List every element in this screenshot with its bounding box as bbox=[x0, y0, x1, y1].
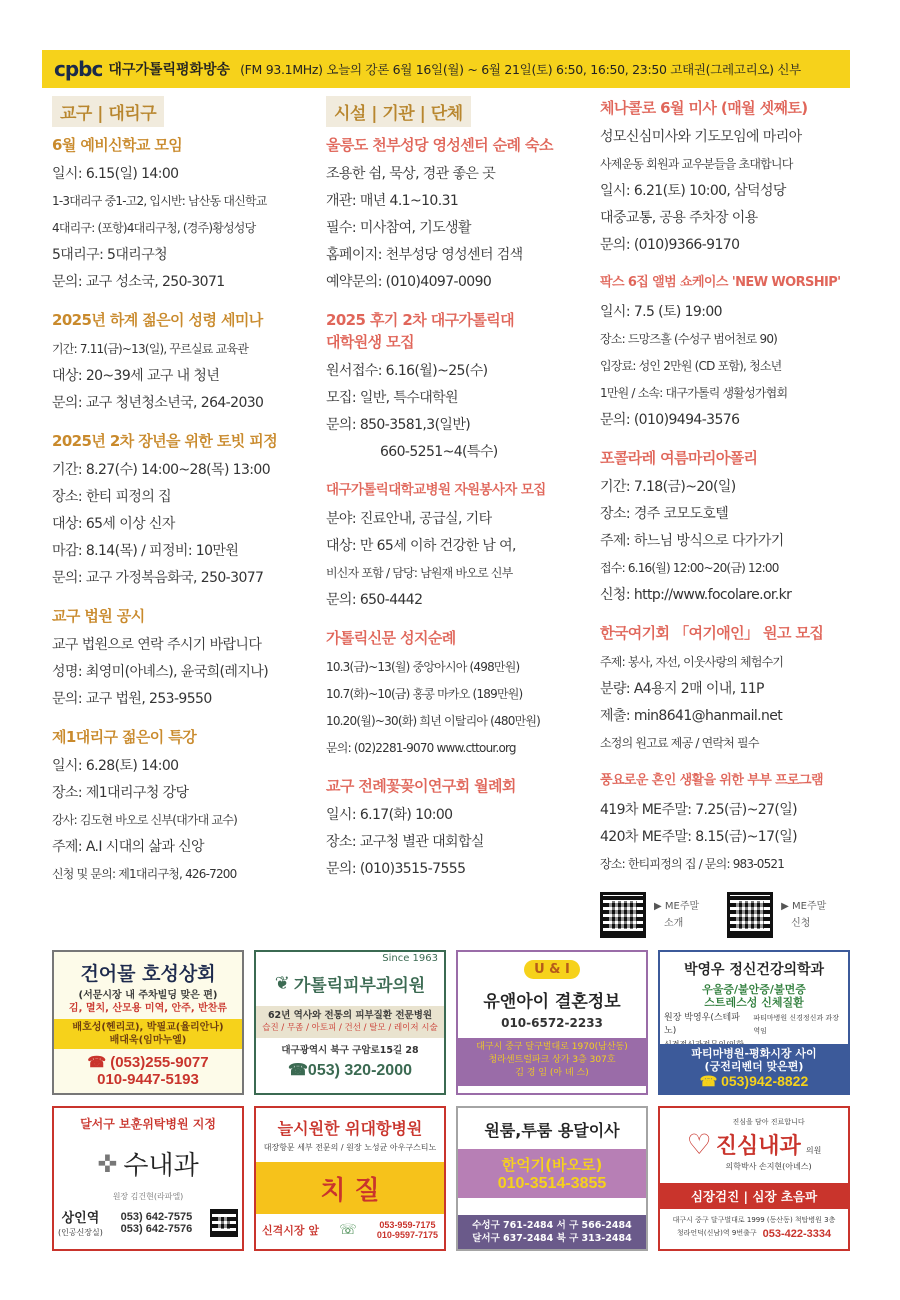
ad-contact-row bbox=[660, 1227, 848, 1240]
notice-line: 강사: 김도현 바오로 신부(대가대 교수) bbox=[52, 813, 237, 827]
ad-doctor: 원장 김건현(라파엘) bbox=[112, 1192, 184, 1201]
ad-services: 심장검진 | 심장 초음파 bbox=[660, 1183, 848, 1209]
leaf-icon: ❦ bbox=[274, 973, 290, 994]
ad-address: 대구시 중구 달구벌대로 1970(남산동) bbox=[476, 1042, 628, 1052]
ad-contact-row bbox=[256, 1214, 444, 1246]
ad-title-row bbox=[660, 1116, 848, 1173]
notice-line: 10.7(화)~10(금) 홍콩 마카오 (189만원) bbox=[326, 687, 523, 701]
ad-title: 건어물 호성상회 bbox=[80, 963, 216, 985]
notice-title: 2025년 2차 장년을 위한 토빗 피정 bbox=[52, 432, 278, 450]
notice-line: 개관: 매년 4.1~10.31 bbox=[326, 193, 459, 209]
ad-park-psychiatry bbox=[658, 950, 850, 1095]
notice-item bbox=[600, 273, 855, 434]
ad-top: 진심을 담아 진료합니다 bbox=[732, 1118, 805, 1126]
notice-item bbox=[600, 771, 855, 878]
notice-line: 사제운동 회원과 교우분들을 초대합니다 bbox=[600, 157, 793, 171]
notice-line: 5대리구: 5대리구청 bbox=[52, 247, 168, 263]
notice-title: 교구 법원 공시 bbox=[52, 607, 145, 625]
notice-line: 신청 및 문의: 제1대리구청, 426-7200 bbox=[52, 867, 237, 881]
notice-line: 신청: http://www.focolare.or.kr bbox=[600, 587, 792, 603]
notice-title: 포콜라레 여름마리아폴리 bbox=[600, 449, 758, 467]
notice-line: 1-3대리구 중1-고2, 입시반: 남산동 대신학교 bbox=[52, 194, 267, 208]
notice-line: 420차 ME주말: 8.15(금)~17(일) bbox=[600, 829, 798, 845]
notice-item bbox=[52, 727, 307, 888]
qr-label bbox=[781, 898, 826, 932]
ad-title: 수내과 bbox=[123, 1151, 199, 1181]
notice-line: 장소: 제1대리구청 강당 bbox=[52, 785, 189, 801]
notice-item bbox=[600, 623, 855, 757]
ad-jinsim-clinic bbox=[658, 1106, 850, 1251]
notice-line: 419차 ME주말: 7.25(금)~27(일) bbox=[600, 802, 798, 818]
ad-title: 진심내과 bbox=[715, 1134, 801, 1159]
notice-line: 소정의 원고료 제공 / 연락처 필수 bbox=[600, 736, 759, 750]
notice-line: 문의: (010)9366-9170 bbox=[600, 237, 740, 253]
notice-line: 문의: 교구 가정복음화국, 250-3077 bbox=[52, 570, 264, 586]
ad-phone: 010-9597-7175 bbox=[376, 1230, 438, 1240]
notice-item bbox=[326, 310, 584, 466]
ad-phone: 010-3514-3855 bbox=[497, 1175, 607, 1192]
qr-label-line: 신청 bbox=[791, 918, 811, 929]
notice-item bbox=[326, 135, 584, 296]
ad-title-block bbox=[716, 1116, 822, 1173]
ad-uni-wedding bbox=[456, 950, 648, 1095]
ad-phones bbox=[377, 1220, 438, 1240]
notice-line: 장소: 한티 피정의 집 bbox=[52, 489, 172, 505]
notice-line: 일시: 6.17(화) 10:00 bbox=[326, 807, 453, 823]
ad-dept-box bbox=[256, 1162, 444, 1214]
ad-since: Since 1963 bbox=[382, 953, 438, 964]
notice-line: 대중교통, 공용 주차장 이용 bbox=[600, 210, 758, 226]
notice-line: 성모신심미사와 기도모임에 마리아 bbox=[600, 129, 802, 145]
ad-owner-box bbox=[54, 1019, 242, 1049]
notice-line: 문의: 850-3581,3(일반) bbox=[326, 417, 471, 433]
ad-location: 신격시장 앞 bbox=[262, 1224, 319, 1237]
ad-logo: U & I bbox=[524, 960, 580, 979]
column-diocese bbox=[52, 96, 307, 902]
phone-icon: ☏ bbox=[339, 1222, 357, 1238]
ad-title: 원룸,투룸 용달이사 bbox=[484, 1121, 620, 1140]
section-header-diocese: 교구 | 대리구 bbox=[52, 96, 164, 127]
ad-person bbox=[58, 1207, 103, 1239]
notice-title: 한국여기회 「여기애인」 원고 모집 bbox=[600, 624, 824, 642]
notice-line: 문의: 교구 법원, 253-9550 bbox=[52, 691, 212, 707]
ad-title: 박영우 정신건강의학과 bbox=[683, 962, 825, 978]
notice-item bbox=[326, 480, 584, 614]
section-header-facilities: 시설 | 기관 | 단체 bbox=[326, 96, 471, 127]
notice-line: 접수: 6.16(월) 12:00~20(금) 12:00 bbox=[600, 561, 779, 575]
notice-title: 교구 전례꽃꽂이연구회 월례회 bbox=[326, 777, 516, 795]
notice-line: 필수: 미사참여, 기도생활 bbox=[326, 220, 471, 236]
ad-address: 대구광역시 북구 구암로15길 28 bbox=[281, 1045, 419, 1056]
ad-title-suffix: 의원 bbox=[805, 1146, 822, 1155]
ad-moving bbox=[456, 1106, 648, 1251]
ad-doctor: 의학박사 손지현(아녜스) bbox=[725, 1162, 812, 1171]
notice-line: 홈페이지: 천부성당 영성센터 검색 bbox=[326, 247, 523, 263]
notice-line: 문의: (02)2281-9070 www.cttour.org bbox=[326, 741, 516, 755]
notice-item bbox=[52, 606, 307, 713]
notice-title: 6월 예비신학교 모임 bbox=[52, 136, 183, 154]
notice-line: 10.20(월)~30(화) 희년 이탈리아 (480만원) bbox=[326, 714, 541, 728]
ad-regions-box bbox=[458, 1215, 646, 1249]
ad-phones bbox=[121, 1211, 193, 1235]
ad-address: 대구시 중구 달구벌대로 1999 (동산동) 척탑병원 3층 bbox=[672, 1216, 836, 1224]
column-facilities bbox=[326, 96, 584, 897]
ad-phone: 010-9447-5193 bbox=[97, 1071, 199, 1088]
notice-title: 제1대리구 젊은이 특강 bbox=[52, 728, 197, 746]
notice-line: 마감: 8.14(목) / 피정비: 10만원 bbox=[52, 543, 239, 559]
ad-address: 청라언덕(신남)역 9번출구 bbox=[676, 1229, 757, 1237]
ad-title-line bbox=[716, 1129, 822, 1160]
ad-person: 한억기(바오로) bbox=[501, 1156, 603, 1174]
ad-phone: 010-6572-2233 bbox=[501, 1016, 603, 1030]
ad-career: 파티마병원 신경정신과 과장 역임 bbox=[753, 1014, 839, 1035]
notice-line: 주제: A.I 시대의 삶과 신앙 bbox=[52, 839, 204, 855]
notice-line: 장소: 경주 코모도호텔 bbox=[600, 506, 729, 522]
ad-person-name: 상인역 bbox=[61, 1211, 100, 1226]
ad-location: 파티마병원-평화시장 사이 bbox=[691, 1047, 817, 1060]
ad-phone: 053) 642-7575 bbox=[120, 1211, 193, 1223]
notice-line: 문의: (010)9494-3576 bbox=[600, 412, 740, 428]
notice-item bbox=[52, 310, 307, 417]
ad-widaehang-hospital bbox=[254, 1106, 446, 1251]
qr-code-icon[interactable] bbox=[210, 1209, 238, 1237]
notice-line: 조용한 쉼, 묵상, 경관 좋은 곳 bbox=[326, 166, 496, 182]
notice-line: 교구 법원으로 연락 주시기 바랍니다 bbox=[52, 637, 262, 653]
ad-title: 늘시원한 위대항병원 bbox=[277, 1119, 423, 1138]
notice-line: 장소: 한티피정의 집 / 문의: 983-0521 bbox=[600, 857, 785, 871]
ad-title: 유앤아이 결혼정보 bbox=[483, 992, 621, 1012]
notice-line: 예약문의: (010)4097-0090 bbox=[326, 274, 492, 290]
notice-title: 풍요로운 혼인 생활을 위한 부부 프로그램 bbox=[600, 773, 823, 788]
ad-subtitle: (서문시장 내 주차빌딩 맞은 편) bbox=[78, 990, 218, 1001]
ad-subtitle: 우울증/불안증/불면증 bbox=[702, 983, 806, 996]
notice-item bbox=[600, 448, 855, 609]
ad-phone: 053) 642-7576 bbox=[120, 1223, 193, 1235]
ad-person-box bbox=[458, 1149, 646, 1198]
qr-label-line: 소개 bbox=[664, 918, 684, 929]
ad-region: 수성구 761-2484 서 구 566-2484 bbox=[472, 1220, 632, 1231]
notice-item bbox=[600, 98, 855, 259]
ad-owner: 배대욱(임마누엘) bbox=[109, 1035, 187, 1046]
ad-person-dept: (인공신장실) bbox=[58, 1228, 103, 1237]
qr-label-line: ▶ ME주말 bbox=[781, 901, 827, 912]
ad-phone: 053-959-7175 bbox=[379, 1220, 436, 1230]
notice-title: 2025 후기 2차 대구가톨릭대 bbox=[326, 311, 515, 329]
notice-title-cont: 대학원생 모집 bbox=[326, 333, 414, 351]
notice-line: 주제: 하느님 방식으로 다가가기 bbox=[600, 533, 784, 549]
ad-goods: 김, 멸치, 산모용 미역, 안주, 반찬류 bbox=[68, 1003, 228, 1014]
station-name: 대구가톨릭평화방송 bbox=[108, 62, 231, 78]
notice-line: 모집: 일반, 특수대학원 bbox=[326, 390, 458, 406]
notice-line: 4대리구: (포항)4대리구청, (경주)황성성당 bbox=[52, 221, 256, 235]
ad-desc: 62년 역사와 전통의 피부질환 전문병원 bbox=[267, 1010, 433, 1021]
ad-phone: 053-422-3334 bbox=[762, 1227, 832, 1240]
ad-phone: ☎ 053)942-8822 bbox=[699, 1073, 809, 1089]
qr-label bbox=[654, 898, 699, 932]
notice-line: 기간: 8.27(수) 14:00~28(목) 13:00 bbox=[52, 462, 271, 478]
ad-desc: 습진 / 무좀 / 아토피 / 건선 / 탈모 / 레이저 시술 bbox=[262, 1023, 438, 1033]
cross-icon: ✜ bbox=[97, 1149, 118, 1178]
ad-title-row bbox=[256, 971, 444, 996]
ad-dept: 치 질 bbox=[320, 1175, 380, 1206]
notice-line: 기간: 7.11(금)~13(일), 꾸르실료 교육관 bbox=[52, 342, 248, 356]
ad-region: 달서구 637-2484 북 구 313-2484 bbox=[472, 1233, 632, 1244]
notice-title: 체나콜로 6월 미사 (매월 셋째토) bbox=[600, 99, 808, 117]
cpbc-logo: cpbc bbox=[54, 57, 103, 81]
qr-codes bbox=[600, 892, 855, 938]
notice-line: 문의: 650-4442 bbox=[326, 592, 423, 608]
notice-line: 대상: 20~39세 교구 내 청년 bbox=[52, 368, 220, 384]
notice-line: 일시: 6.21(토) 10:00, 삼덕성당 bbox=[600, 183, 786, 199]
notice-line: 1만원 / 소속: 대구가톨릭 생활성가협회 bbox=[600, 386, 788, 400]
notice-line: 비신자 포함 / 담당: 남원재 바오로 신부 bbox=[326, 566, 513, 580]
broadcast-banner bbox=[42, 50, 850, 88]
ad-director-name: 원장 박영우(스테파노) bbox=[664, 1013, 740, 1036]
notice-line: 장소: 교구청 별관 대회합실 bbox=[326, 834, 484, 850]
qr-code-icon[interactable] bbox=[727, 892, 773, 938]
notice-item bbox=[326, 776, 584, 883]
notice-title: 대구가톨릭대학교병원 자원봉사자 모집 bbox=[326, 482, 546, 498]
ad-address-box bbox=[458, 1038, 646, 1086]
ad-contact-row bbox=[54, 1203, 242, 1239]
ad-phone: ☎053) 320-2000 bbox=[287, 1062, 412, 1079]
ad-location-box bbox=[660, 1044, 848, 1093]
ad-title: 가톨릭피부과의원 bbox=[293, 976, 426, 996]
notice-line: 대상: 만 65세 이하 건강한 남 여, bbox=[326, 538, 516, 554]
ad-location: (궁전리벤더 맞은편) bbox=[704, 1060, 804, 1073]
notice-line: 입장료: 성인 2만원 (CD 포함), 청소년 bbox=[600, 359, 782, 373]
heart-icon: ♡ bbox=[686, 1127, 712, 1161]
column-events bbox=[600, 98, 855, 938]
notice-line: 일시: 6.28(토) 14:00 bbox=[52, 758, 179, 774]
ad-title-row bbox=[54, 1145, 242, 1182]
ad-catholic-derm bbox=[254, 950, 446, 1095]
ad-hoseong bbox=[52, 950, 244, 1095]
notice-title: 팍스 6집 앨범 쇼케이스 'NEW WORSHIP' bbox=[600, 275, 841, 290]
ad-subtitle: 스트레스성 신체질환 bbox=[704, 996, 804, 1009]
notice-title: 울릉도 천부성당 영성센터 순례 숙소 bbox=[326, 136, 553, 154]
notice-line: 문의: 교구 성소국, 250-3071 bbox=[52, 274, 225, 290]
ad-top: 달서구 보훈위탁병원 지정 bbox=[80, 1117, 216, 1131]
ad-address: 청라센트럴파크 상가 3층 307호 bbox=[488, 1055, 616, 1065]
notice-line: 10.3(금)~13(월) 중앙아시아 (498만원) bbox=[326, 660, 520, 674]
ad-owner: 김 경 임 (아 녜 스) bbox=[515, 1068, 589, 1078]
notice-line: 문의: 교구 청년청소년국, 264-2030 bbox=[52, 395, 264, 411]
ad-phone: ☎ (053)255-9077 bbox=[87, 1054, 209, 1071]
ad-desc-box bbox=[256, 1006, 444, 1038]
notice-line: 일시: 6.15(일) 14:00 bbox=[52, 166, 179, 182]
notice-item bbox=[52, 135, 307, 296]
notice-line: 성명: 최영미(아녜스), 윤국희(레지나) bbox=[52, 664, 269, 680]
notice-line: 장소: 드망즈홀 (수성구 범어천로 90) bbox=[600, 332, 778, 346]
notice-line: 문의: (010)3515-7555 bbox=[326, 861, 466, 877]
notice-title: 2025년 하계 젊은이 성령 세미나 bbox=[52, 311, 263, 329]
notice-line: 제출: min8641@hanmail.net bbox=[600, 708, 783, 724]
notice-line: 660-5251~4(특수) bbox=[380, 444, 498, 460]
notice-line: 분야: 진료안내, 공급실, 기타 bbox=[326, 511, 492, 527]
ad-owner: 배호성(헨리코), 박필교(율리안나) bbox=[72, 1022, 224, 1033]
ad-su-clinic bbox=[52, 1106, 244, 1251]
notice-title: 가톨릭신문 성지순례 bbox=[326, 629, 456, 647]
notice-line: 기간: 7.18(금)~20(일) bbox=[600, 479, 736, 495]
notice-line: 분량: A4용지 2매 이내, 11P bbox=[600, 681, 764, 697]
notice-line: 원서접수: 6.16(월)~25(수) bbox=[326, 363, 488, 379]
notice-line: 주제: 봉사, 자선, 이웃사랑의 체험수기 bbox=[600, 655, 784, 669]
qr-code-icon[interactable] bbox=[600, 892, 646, 938]
notice-line: 대상: 65세 이상 신자 bbox=[52, 516, 175, 532]
ad-subtitle: 대장항문 세부 전문의 / 원장 노성균 아우구스티노 bbox=[263, 1143, 437, 1152]
homily-schedule: (FM 93.1MHz) 오늘의 강론 6월 16일(월) ~ 6월 21일(토) 6:50, 16:50, 23:50 고태권(그레고리오) 신부 bbox=[240, 62, 801, 77]
qr-label-line: ▶ ME주말 bbox=[654, 901, 700, 912]
notice-item bbox=[52, 431, 307, 592]
notice-item bbox=[326, 628, 584, 762]
notice-line: 일시: 7.5 (토) 19:00 bbox=[600, 304, 722, 320]
